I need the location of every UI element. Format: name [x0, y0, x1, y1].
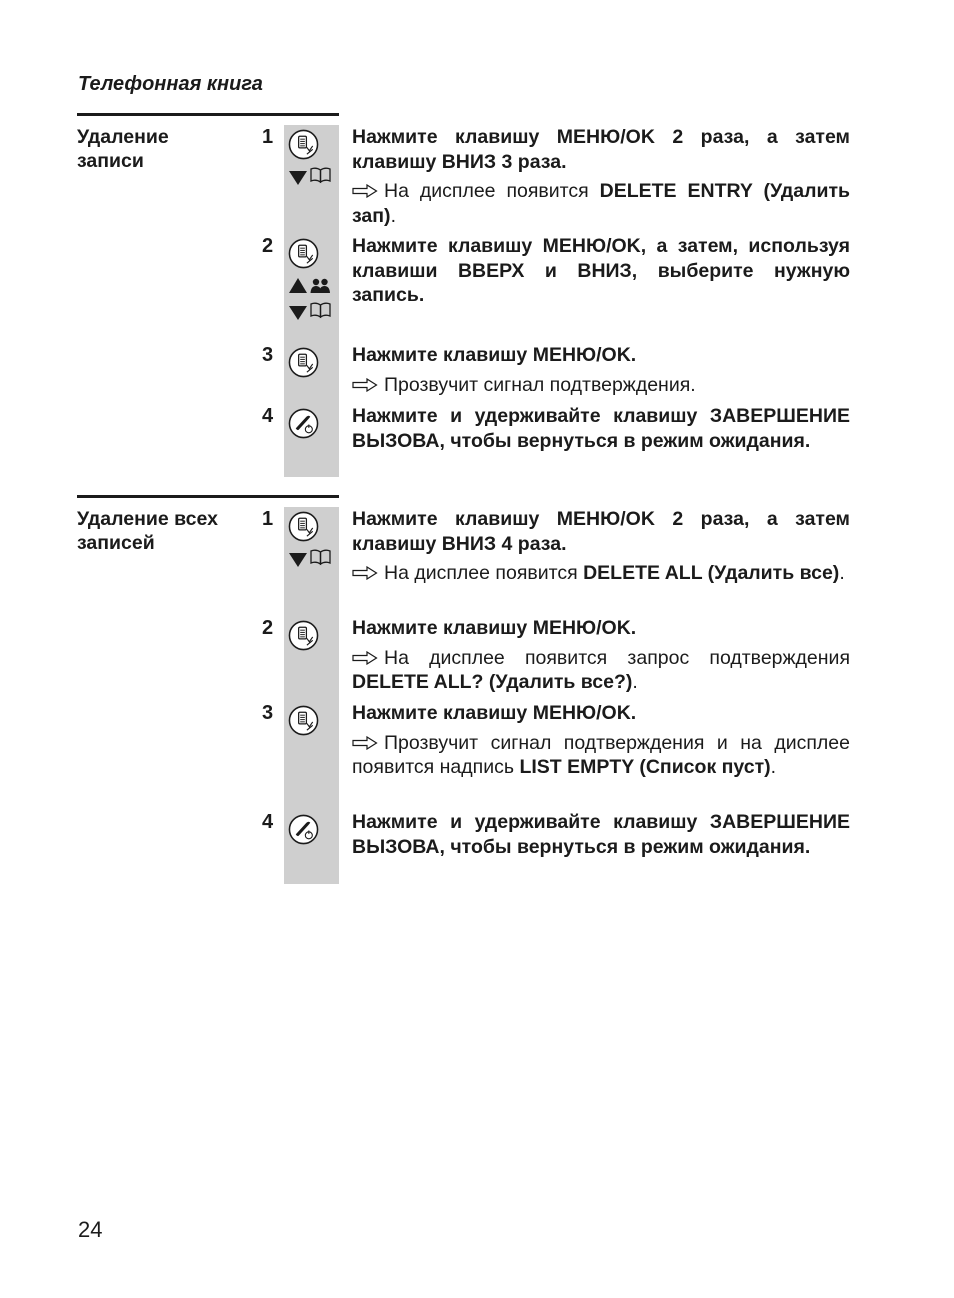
result-arrow-icon	[352, 180, 378, 194]
up-arrow-contacts-icon	[287, 275, 337, 295]
step-instruction: Нажмите клавишу МЕНЮ/OK.	[352, 617, 637, 639]
result-arrow-icon	[352, 374, 378, 388]
down-arrow-phonebook-icon	[287, 301, 337, 321]
display-message: DELETE ENTRY (Удалить зап)	[352, 180, 850, 227]
menu-ok-key-icon	[288, 511, 319, 542]
end-call-key-icon	[288, 814, 319, 845]
step-number: 2	[262, 235, 274, 257]
section-title: Удаление записи	[77, 126, 169, 172]
menu-ok-key-icon	[288, 238, 319, 269]
step-number: 4	[262, 405, 274, 427]
step-number: 2	[262, 617, 274, 639]
display-message: DELETE ALL (Удалить все)	[583, 562, 840, 585]
page-header: Телефонная книга	[78, 73, 263, 95]
section-title: Удаление всех записей	[77, 508, 218, 554]
step-instruction: Нажмите клавишу МЕНЮ/OK.	[352, 344, 637, 366]
menu-ok-key-icon	[288, 347, 319, 378]
down-arrow-phonebook-icon	[287, 166, 337, 186]
step-instruction: Нажмите клавишу МЕНЮ/OK 2 раза, а затем клавишу ВНИЗ 4 раза.	[352, 508, 850, 555]
result-arrow-icon	[352, 562, 378, 576]
step-instruction: Нажмите и удерживайте клавишу ЗАВЕРШЕНИЕ ВЫЗОВА, чтобы вернуться в режим ожидания.	[352, 405, 850, 452]
step-result: Прозвучит сигнал подтверждения.	[352, 373, 850, 398]
display-message: LIST EMPTY (Список пуст)	[519, 756, 771, 779]
step-result: На дисплее появится DELETE ALL (Удалить все).	[352, 561, 850, 586]
step-instruction: Нажмите клавишу МЕНЮ/OK, а затем, используя клавиши ВВЕРХ и ВНИЗ, выберите нужную запись.	[352, 235, 850, 307]
step-result: Прозвучит сигнал подтверждения и на дисплее появится надпись LIST EMPTY (Список пуст).	[352, 731, 850, 779]
down-arrow-phonebook-icon	[287, 548, 337, 568]
section-divider	[77, 113, 339, 116]
section-divider	[77, 495, 339, 498]
step-number: 3	[262, 702, 274, 724]
step-number: 1	[262, 126, 274, 148]
display-message: DELETE ALL? (Удалить все?)	[352, 671, 633, 694]
step-result: На дисплее появится запрос подтверждения DELETE ALL? (Удалить все?).	[352, 646, 850, 694]
result-arrow-icon	[352, 732, 378, 746]
step-instruction: Нажмите и удерживайте клавишу ЗАВЕРШЕНИЕ ВЫЗОВА, чтобы вернуться в режим ожидания.	[352, 811, 850, 858]
result-arrow-icon	[352, 647, 378, 661]
menu-ok-key-icon	[288, 129, 319, 160]
step-instruction: Нажмите клавишу МЕНЮ/OK.	[352, 702, 637, 724]
step-number: 1	[262, 508, 274, 530]
step-number: 4	[262, 811, 274, 833]
end-call-key-icon	[288, 408, 319, 439]
step-instruction: Нажмите клавишу МЕНЮ/OK 2 раза, а затем клавишу ВНИЗ 3 раза.	[352, 126, 850, 173]
menu-ok-key-icon	[288, 705, 319, 736]
menu-ok-key-icon	[288, 620, 319, 651]
step-number: 3	[262, 344, 274, 366]
step-result: На дисплее появится DELETE ENTRY (Удалить зап).	[352, 180, 850, 227]
page-number: 24	[78, 1217, 103, 1242]
